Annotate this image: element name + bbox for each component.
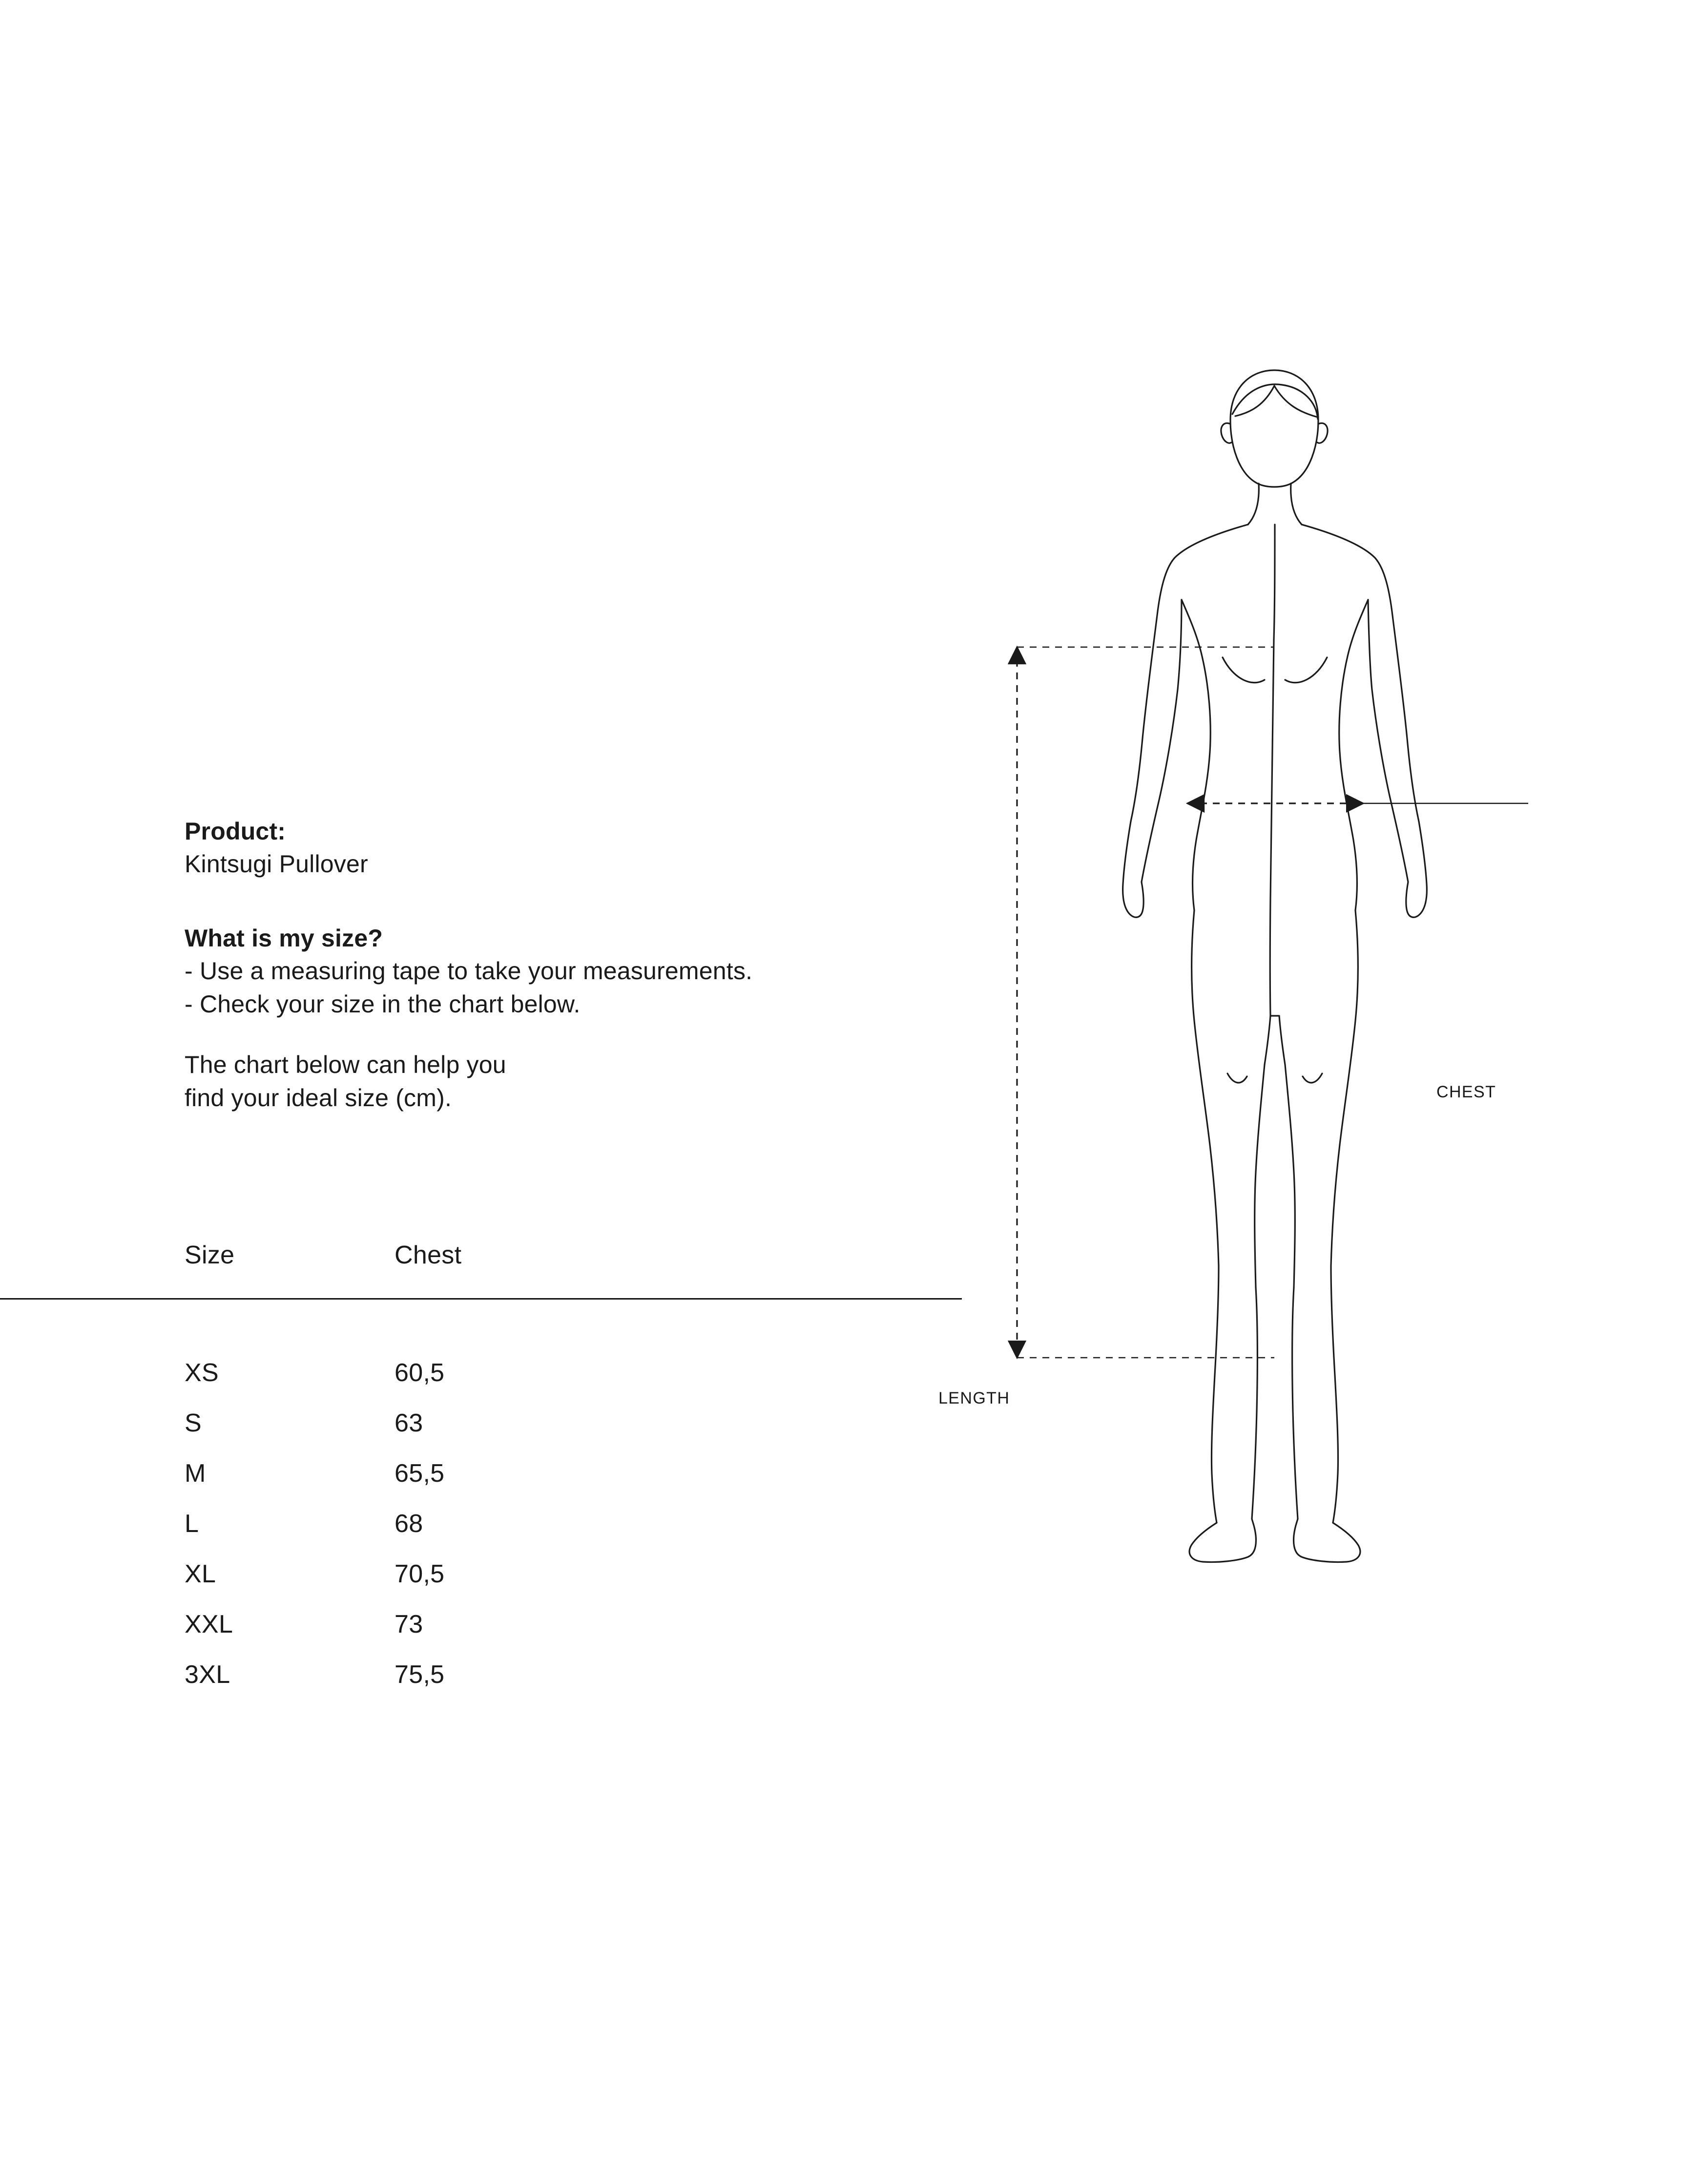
column-header-size: Size xyxy=(185,1241,235,1269)
length-label: LENGTH xyxy=(938,1389,1010,1407)
cell-chest: 75,5 xyxy=(395,1660,445,1689)
table-row xyxy=(185,1461,966,1486)
table-row xyxy=(185,1612,966,1637)
table-row xyxy=(185,1561,966,1587)
table-row xyxy=(185,1410,966,1436)
product-heading: Product: xyxy=(185,818,286,845)
chart-note-line-1: The chart below can help you xyxy=(185,1051,506,1078)
measurement-diagram xyxy=(889,361,1641,1719)
table-row xyxy=(185,1511,966,1536)
female-body-outline-path xyxy=(1123,370,1427,1562)
cell-size: XXL xyxy=(185,1610,233,1638)
cell-size: XS xyxy=(185,1359,219,1387)
table-body xyxy=(185,1360,966,1687)
instruction-check-chart: - Check your size in the chart below. xyxy=(185,990,581,1018)
table-row xyxy=(185,1360,966,1386)
cell-chest: 73 xyxy=(395,1610,423,1638)
cell-chest: 63 xyxy=(395,1409,423,1437)
size-chart-table xyxy=(185,1240,966,1712)
cell-chest: 70,5 xyxy=(395,1560,445,1588)
cell-size: XL xyxy=(185,1560,216,1588)
cell-size: L xyxy=(185,1510,199,1538)
length-measure-line xyxy=(1017,647,1274,1358)
cell-size: M xyxy=(185,1459,206,1488)
cell-chest: 68 xyxy=(395,1510,423,1538)
product-name: Kintsugi Pullover xyxy=(185,850,368,878)
table-row xyxy=(185,1662,966,1687)
column-header-chest: Chest xyxy=(395,1241,462,1269)
cell-chest: 60,5 xyxy=(395,1359,445,1387)
size-question-heading: What is my size? xyxy=(185,924,383,952)
chest-label: CHEST xyxy=(1436,1083,1496,1101)
cell-chest: 65,5 xyxy=(395,1459,445,1488)
table-header-row xyxy=(185,1240,966,1270)
cell-size: 3XL xyxy=(185,1660,230,1689)
table-header-divider xyxy=(0,1298,962,1300)
cell-size: S xyxy=(185,1409,202,1437)
instruction-measuring-tape: - Use a measuring tape to take your measurements. xyxy=(185,957,753,985)
chart-note-line-2: find your ideal size (cm). xyxy=(185,1084,452,1112)
